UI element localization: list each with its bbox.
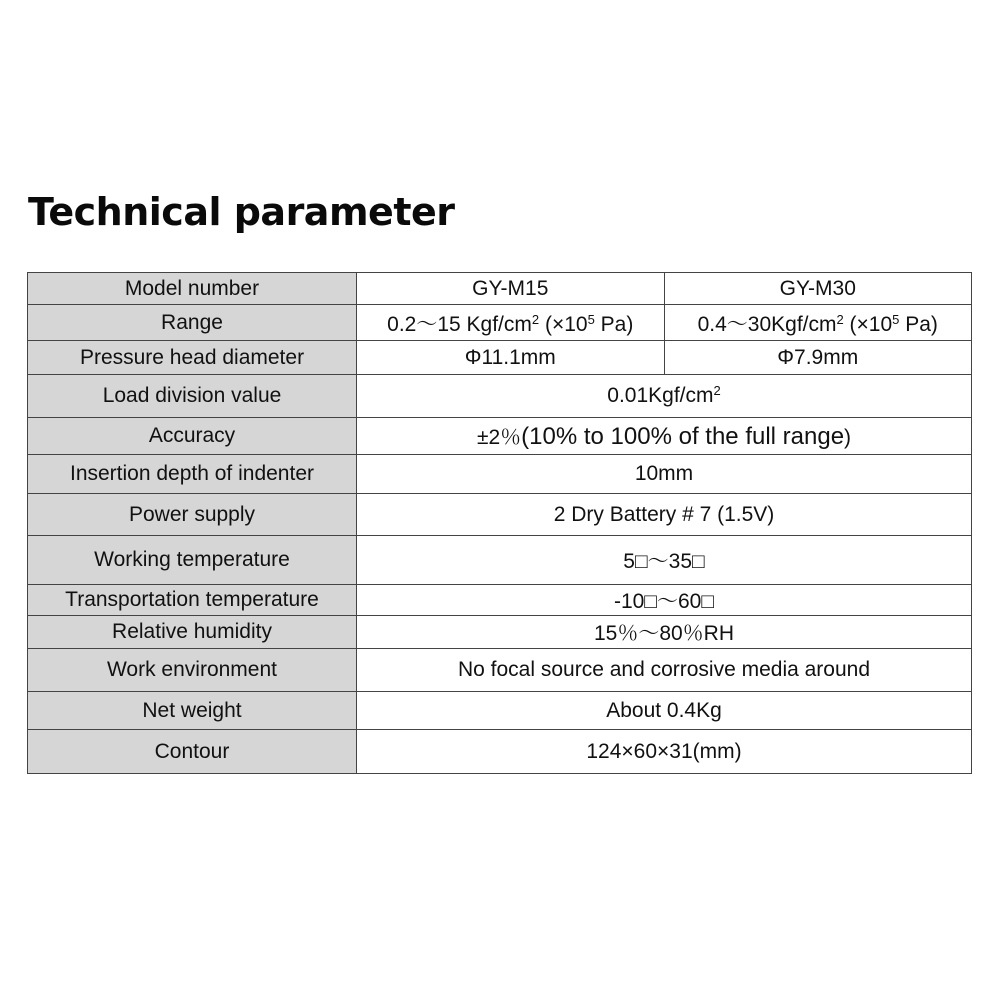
table-row-humidity <box>28 616 972 649</box>
table-row-division <box>28 375 972 418</box>
range-gy-m30: $0.4\sim 30Kgf/cm^2$ ($\times 10^5$ Pa) <box>664 305 972 341</box>
contour-value: 124×60×31(mm) <box>357 730 972 774</box>
model-gy-m15: GY-M15 <box>357 273 665 305</box>
humidity-value: 15％～80％RH <box>357 616 972 649</box>
row-label: Range <box>28 305 357 341</box>
accuracy-value: ±2％(10% to 100% of the full range) <box>357 418 972 455</box>
table-row-transport-temp <box>28 585 972 616</box>
row-label: Working temperature <box>28 536 357 585</box>
environment-value: No focal source and corrosive media around <box>357 649 972 692</box>
range-gy-m15: 0.2～15 Kgf/$cm^2$ ($\times 10^5$ Pa) <box>357 305 665 341</box>
table-row-insertion <box>28 455 972 494</box>
row-label: Load division value <box>28 375 357 418</box>
row-label: Model number <box>28 273 357 305</box>
working-temp-value: 5□～35□ <box>357 536 972 585</box>
insertion-value: 10mm <box>357 455 972 494</box>
row-label: Accuracy <box>28 418 357 455</box>
table-row-contour <box>28 730 972 774</box>
division-value: $0.01Kgf/cm^2$ <box>357 375 972 418</box>
row-label: Power supply <box>28 494 357 536</box>
table-row-model-number <box>28 273 972 305</box>
diameter-gy-m15: Φ11.1mm <box>357 341 665 375</box>
row-label: Relative humidity <box>28 616 357 649</box>
row-label: Net weight <box>28 692 357 730</box>
table-row-environment <box>28 649 972 692</box>
table-row-power <box>28 494 972 536</box>
weight-value: About 0.4Kg <box>357 692 972 730</box>
diameter-gy-m30: Φ7.9mm <box>664 341 972 375</box>
row-label: Transportation temperature <box>28 585 357 616</box>
table-row-diameter <box>28 341 972 375</box>
model-gy-m30: GY-M30 <box>664 273 972 305</box>
row-label: Work environment <box>28 649 357 692</box>
table-row-accuracy <box>28 418 972 455</box>
page-title: Technical parameter <box>28 190 455 234</box>
row-label: Insertion depth of indenter <box>28 455 357 494</box>
row-label: Pressure head diameter <box>28 341 357 375</box>
table-row-weight <box>28 692 972 730</box>
table-row-working-temp <box>28 536 972 585</box>
row-label: Contour <box>28 730 357 774</box>
power-value: 2 Dry Battery # 7 (1.5V) <box>357 494 972 536</box>
table-row-range <box>28 305 972 341</box>
transport-temp-value: -10□～60□ <box>357 585 972 616</box>
parameter-table <box>27 272 972 774</box>
